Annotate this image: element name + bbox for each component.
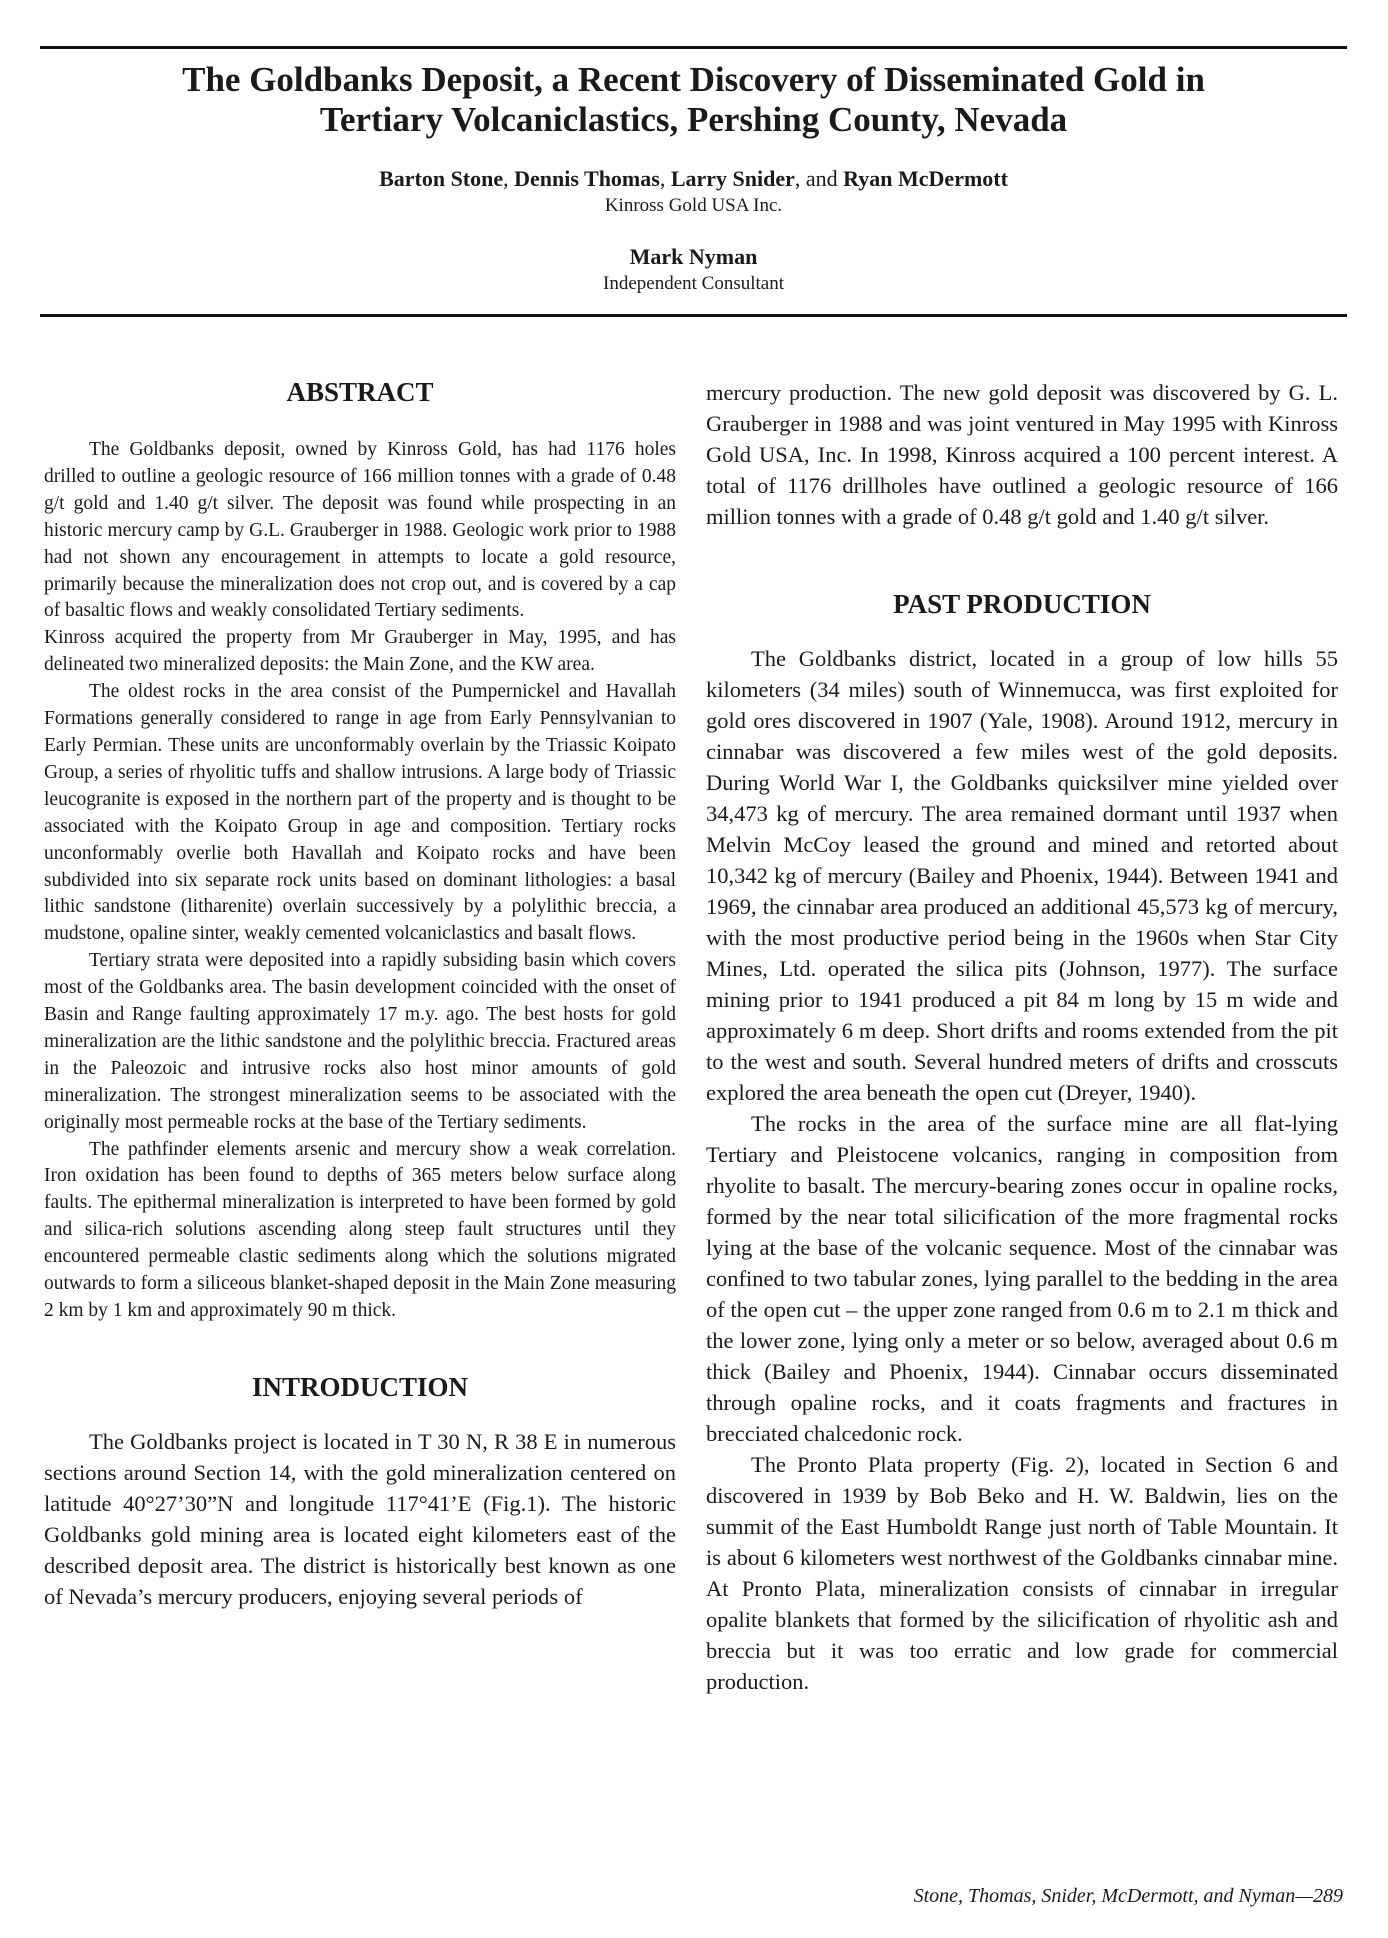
- author-name: Barton Stone: [379, 166, 504, 191]
- introduction-body: [44, 1426, 676, 1612]
- past-production-body: [706, 643, 1338, 1697]
- author-list: [40, 166, 1347, 192]
- author-separator: , and: [794, 166, 844, 191]
- author-name-nyman: Mark Nyman: [629, 244, 758, 269]
- past-production-heading: PAST PRODUCTION: [893, 589, 1151, 619]
- author-name: Larry Snider: [670, 166, 795, 191]
- paper-title: [40, 60, 1347, 140]
- affiliation-kinross: Kinross Gold USA Inc.: [604, 195, 783, 216]
- abstract-body: [44, 437, 676, 1325]
- left-column: [44, 375, 676, 1612]
- abstract-paragraph: Kinross acquired the property from Mr Grauberger in May, 1995, and has delineated two mineralized deposits: the Main Zone, and the KW area.: [44, 627, 676, 676]
- right-column: [706, 377, 1338, 1697]
- past-production-paragraph: The rocks in the area of the surface mine are all flat-lying Tertiary and Pleistocene volcanics, ranging in composition from rhyolite to basalt. The mercury-bearing zones occur in opaline rocks, formed by the near total silicification of the more fragmental rocks lying at the base of the volcanic sequence. Most of the cinnabar was confined to two tabular zones, lying parallel to the bedding in the area of the open cut – the upper zone ranged from 0.6 m to 2.1 m thick and the lower zone, lying only a meter or so below, averaged about 0.6 m thick (Bailey and Phoenix, 1944). Cinnabar occurs disseminated through opaline rocks, and it coats fragments and fractures in brecciated chalcedonic rock.: [706, 1111, 1338, 1446]
- past-production-paragraph: The Goldbanks district, located in a group of low hills 55 kilometers (34 miles) south of Winnemucca, was first exploited for gold ores discovered in 1907 (Yale, 1908). Around 1912, mercury in cinnabar was discovered a few miles west of the gold deposits. During World War I, the Goldbanks quicksilver mine yielded over 34,473 kg of mercury. The area remained dormant until 1937 when Melvin McCoy leased the ground and mined and retorted about 10,342 kg of mercury (Bailey and Phoenix, 1944). Between 1941 and 1969, the cinnabar area produced an additional 45,573 kg of mercury, with the most productive period being in the 1960s when Star City Mines, Ltd. operated the silica pits (Johnson, 1977). The surface mining prior to 1941 produced a pit 84 m long by 15 m wide and approximately 6 m deep. Short drifts and rooms extended from the pit to the west and south. Several hundred meters of drifts and crosscuts explored the area beneath the open cut (Dreyer, 1940).: [706, 646, 1338, 1105]
- top-rule: [40, 46, 1347, 49]
- past-production-paragraph: The Pronto Plata property (Fig. 2), located in Section 6 and discovered in 1939 by Bob Beko and H. W. Baldwin, lies on the summit of the East Humboldt Range just north of Table Mountain. It is about 6 kilometers west northwest of the Goldbanks cinnabar mine. At Pronto Plata, mineralization consists of cinnabar in irregular opalite blankets that formed by the silicification of rhyolitic ash and breccia but it was too erratic and low grade for commercial production.: [706, 1452, 1338, 1694]
- introduction-heading: INTRODUCTION: [251, 1371, 469, 1402]
- abstract-heading: ABSTRACT: [286, 377, 434, 407]
- affiliation-independent: Independent Consultant: [603, 273, 784, 294]
- running-footer: Stone, Thomas, Snider, McDermott, and Nyman—289: [913, 1885, 1343, 1907]
- introduction-paragraph: The Goldbanks project is located in T 30 N, R 38 E in numerous sections around Section 14, with the gold mineralization centered on latitude 40°27’30”N and longitude 117°41’E (Fig.1). The historic Goldbanks gold mining area is located eight kilometers east of the described deposit area. The district is historically best known as one of Nevada’s mercury producers, enjoying several periods of: [44, 1428, 676, 1609]
- abstract-paragraph: The oldest rocks in the area consist of the Pumpernickel and Havallah Formations generally considered to range in age from Early Pennsylvanian to Early Permian. These units are unconformably overlain by the Triassic Koipato Group, a series of rhyolitic tuffs and shallow intrusions. A large body of Triassic leucogranite is exposed in the northern part of the property and is thought to be associated with the Koipato Group in age and composition. Tertiary rocks unconformably overlie both Havallah and Koipato rocks and have been subdivided into six separate rock units based on dominant lithologies: a basal lithic sandstone (litharenite) overlain successively by a polylithic breccia, a mudstone, opaline sinter, weakly cemented volcaniclastics and basalt flows.: [44, 681, 676, 945]
- introduction-continued: [706, 377, 1338, 532]
- introduction-paragraph-continued: mercury production. The new gold deposit was discovered by G. L. Grauberger in 1988 and was joint ventured in May 1995 with Kinross Gold USA, Inc. In 1998, Kinross acquired a 100 percent interest. A total of 1176 drillholes have outlined a geologic resource of 166 million tonnes with a grade of 0.48 g/t gold and 1.40 g/t silver.: [706, 380, 1338, 529]
- title-line-1: The Goldbanks Deposit, a Recent Discovery of Disseminated Gold in: [182, 60, 1205, 99]
- author-separator: ,: [659, 166, 671, 191]
- abstract-paragraph: Tertiary strata were deposited into a rapidly subsiding basin which covers most of the Goldbanks area. The basin development coincided with the onset of Basin and Range faulting approximately 17 m.y. ago. The best hosts for gold mineralization are the lithic sandstone and the polylithic breccia. Fractured areas in the Paleozoic and intrusive rocks also host minor amounts of gold mineralization. The strongest mineralization seems to be associated with the originally most permeable rocks at the base of the Tertiary sediments.: [44, 950, 676, 1133]
- title-line-2: Tertiary Volcaniclastics, Pershing County, Nevada: [319, 100, 1068, 139]
- bottom-rule: [40, 314, 1347, 317]
- author-name: Dennis Thomas: [514, 166, 660, 191]
- abstract-paragraph: The pathfinder elements arsenic and mercury show a weak correlation. Iron oxidation has been found to depths of 365 meters below surface along faults. The epithermal mineralization is interpreted to have been formed by gold and silica-rich solutions ascending along steep fault structures until they encountered permeable clastic sediments along which the solutions migrated outwards to form a siliceous blanket-shaped deposit in the Main Zone measuring 2 km by 1 km and approximately 90 m thick.: [44, 1138, 676, 1321]
- abstract-paragraph: The Goldbanks deposit, owned by Kinross Gold, has had 1176 holes drilled to outline a geologic resource of 166 million tonnes with a grade of 0.48 g/t gold and 1.40 g/t silver. The deposit was found while prospecting in an historic mercury camp by G.L. Grauberger in 1988. Geologic work prior to 1988 had not shown any encouragement in attempts to locate a gold resource, primarily because the mineralization does not crop out, and is covered by a cap of basaltic flows and weakly consolidated Tertiary sediments.: [44, 439, 676, 622]
- author-separator: ,: [503, 166, 515, 191]
- author-name: Ryan McDermott: [843, 166, 1008, 191]
